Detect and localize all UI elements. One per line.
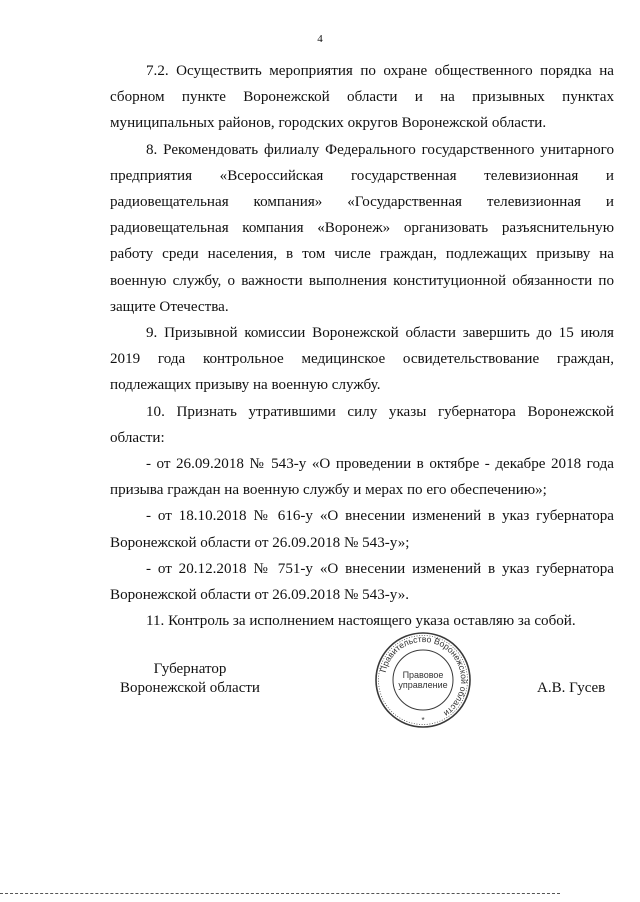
seal-star: *	[421, 716, 425, 725]
seal-outer-text: Правительство Воронежской области	[377, 633, 470, 719]
paragraph-8: 8. Рекомендовать филиалу Федерального государственного унитарного предприятия «Всероссийская государственная телевизионная и радиовещательная компания» «Государственная телевизионная и радиовещательная компания «Воронеж» организовать разъяснительную работу среди населения, в том числе граждан, подлежащих призыву на военную службу, о важности выполнения конституционной обязанности по защите Отечества.	[110, 141, 614, 315]
signer-position	[110, 660, 270, 698]
repealed-decree-751: - от 20.12.2018 № 751-у «О внесении изменений в указ губернатора Воронежской области от 26.09.2018 № 543-у».	[110, 560, 614, 604]
repealed-decree-543: - от 26.09.2018 № 543-у «О проведении в октябре - декабре 2018 года призыва граждан на военную службу и мерах по его обеспечению»;	[110, 456, 614, 499]
footer-divider	[0, 893, 560, 894]
document-body	[110, 58, 614, 634]
signer-position-line2: Воронежской области	[120, 680, 260, 696]
seal-inner-line1: Правовое	[402, 670, 444, 680]
seal-inner-line2: управление	[398, 680, 448, 690]
signer-name: А.В. Гусев	[537, 680, 606, 696]
page-number: 4	[317, 33, 323, 45]
paragraph-7-2: 7.2. Осуществить мероприятия по охране общественного порядка на сборном пункте Воронежской области и на призывных пунктах муниципальных районов, городских округов Воронежской области.	[110, 63, 614, 132]
signer-position-line1: Губернатор	[153, 661, 227, 677]
paragraph-10: 10. Признать утратившими силу указы губернатора Воронежской области:	[110, 403, 614, 446]
paragraph-9: 9. Призывной комиссии Воронежской области завершить до 15 июля 2019 года контрольное медицинское освидетельствование граждан, подлежащих призыву на военную службу.	[110, 325, 614, 394]
paragraph-11: 11. Контроль за исполнением настоящего указа оставляю за собой.	[146, 613, 576, 630]
official-seal	[373, 630, 473, 730]
repealed-decree-616: - от 18.10.2018 № 616-у «О внесении изменений в указ губернатора Воронежской области от 26.09.2018 № 543-у»;	[110, 508, 614, 551]
